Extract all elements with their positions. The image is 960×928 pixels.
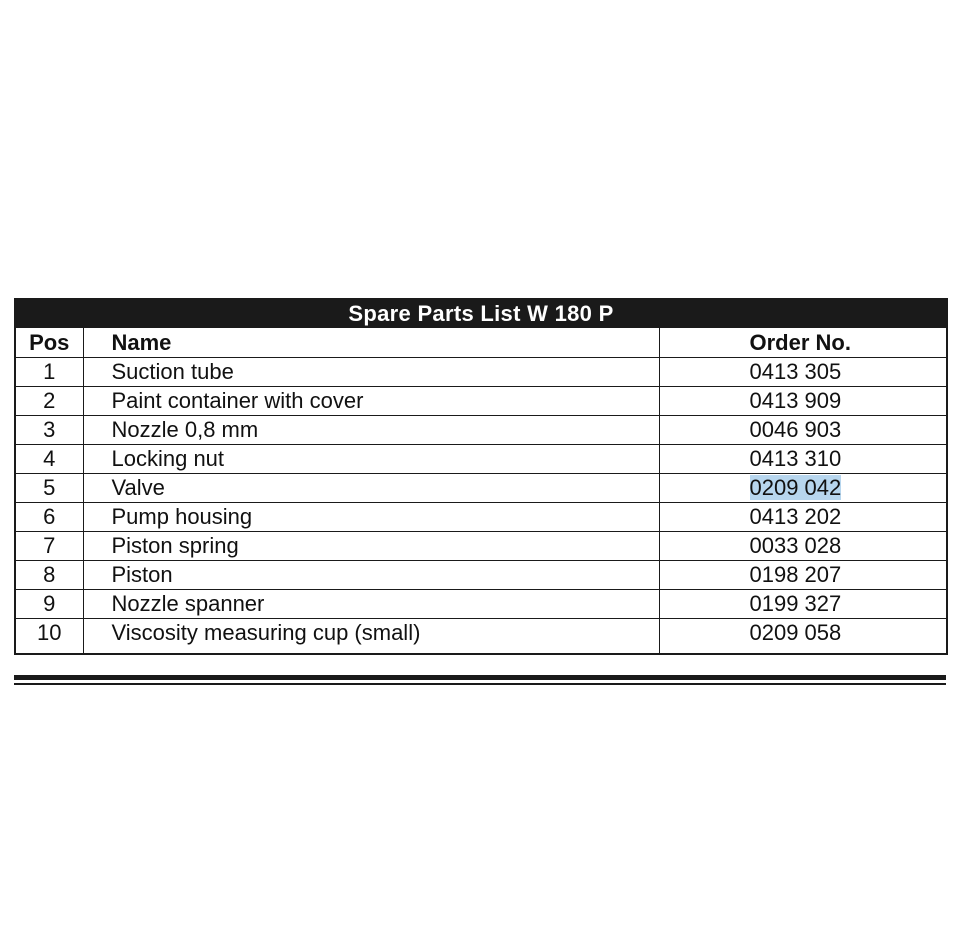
table-title-row — [15, 299, 947, 328]
cell-order-no[interactable]: 0413 305 — [659, 358, 947, 387]
spare-parts-sheet — [14, 298, 946, 655]
cell-pos: 10 — [15, 619, 83, 655]
table-row — [15, 358, 947, 387]
cell-pos: 2 — [15, 387, 83, 416]
header-order-no: Order No. — [659, 328, 947, 358]
cell-pos: 7 — [15, 532, 83, 561]
table-row — [15, 561, 947, 590]
cell-order-no[interactable]: 0413 202 — [659, 503, 947, 532]
header-name: Name — [83, 328, 659, 358]
cell-order-no[interactable]: 0413 909 — [659, 387, 947, 416]
cell-order-no[interactable]: 0033 028 — [659, 532, 947, 561]
table-header-row — [15, 328, 947, 358]
table-row — [15, 387, 947, 416]
table-row — [15, 474, 947, 503]
cell-pos: 6 — [15, 503, 83, 532]
cell-name[interactable]: Suction tube — [83, 358, 659, 387]
cell-name[interactable]: Paint container with cover — [83, 387, 659, 416]
cell-order-no[interactable]: 0199 327 — [659, 590, 947, 619]
cell-pos: 3 — [15, 416, 83, 445]
cell-order-no[interactable]: 0209 058 — [659, 619, 947, 655]
cell-pos: 5 — [15, 474, 83, 503]
cell-name[interactable]: Nozzle spanner — [83, 590, 659, 619]
cell-name[interactable]: Pump housing — [83, 503, 659, 532]
cell-name[interactable]: Locking nut — [83, 445, 659, 474]
table-row — [15, 416, 947, 445]
divider-thin — [14, 683, 946, 685]
cell-pos: 1 — [15, 358, 83, 387]
cell-pos: 4 — [15, 445, 83, 474]
table-row — [15, 445, 947, 474]
cell-pos: 8 — [15, 561, 83, 590]
cell-order-no[interactable]: 0198 207 — [659, 561, 947, 590]
header-pos: Pos — [15, 328, 83, 358]
cell-name[interactable]: Piston — [83, 561, 659, 590]
table-row — [15, 590, 947, 619]
cell-order-no-selected[interactable] — [659, 474, 947, 503]
cell-name[interactable]: Valve — [83, 474, 659, 503]
table-title: Spare Parts List W 180 P — [15, 299, 947, 328]
table-row — [15, 532, 947, 561]
selected-text[interactable]: 0209 042 — [749, 475, 842, 500]
cell-name[interactable]: Nozzle 0,8 mm — [83, 416, 659, 445]
divider-thick — [14, 675, 946, 680]
cell-order-no[interactable]: 0046 903 — [659, 416, 947, 445]
cell-pos: 9 — [15, 590, 83, 619]
table-row — [15, 503, 947, 532]
cell-order-no[interactable]: 0413 310 — [659, 445, 947, 474]
spare-parts-table — [14, 298, 948, 655]
table-row — [15, 619, 947, 655]
cell-name[interactable]: Viscosity measuring cup (small) — [83, 619, 659, 655]
cell-name[interactable]: Piston spring — [83, 532, 659, 561]
